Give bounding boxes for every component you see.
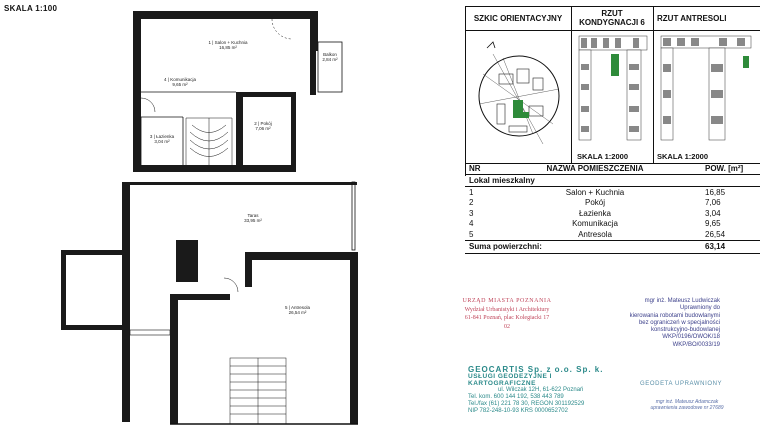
room-name: 5 | Antresola [285, 305, 310, 310]
room-area: 9,65 m² [172, 82, 188, 87]
table-row [465, 208, 760, 219]
room-name: 1 | Salon + Kuchnia [208, 40, 248, 45]
sum-value: 63,14 [705, 242, 726, 251]
cell-name: Antresola [578, 229, 612, 239]
column-header-nr: NR [469, 164, 481, 173]
column-header-name: NAZWA POMIESZCZENIA [546, 164, 644, 173]
room-area: 16,85 m² [219, 45, 237, 50]
mezzanine-plan-scale: SKALA 1:2000 [657, 152, 708, 161]
room-name: 4 | Komunikacja [164, 77, 196, 82]
table-row [465, 219, 760, 230]
stamp-line: kierowania robotami budowlanymi [629, 312, 720, 319]
scale-label: SKALA 1:100 [4, 4, 58, 13]
room-area: 7,06 m² [255, 126, 271, 131]
stamp-line: URZĄD MIASTA POZNANIA [462, 298, 552, 304]
cell-nr: 2 [469, 198, 474, 208]
cell-nr: 4 [469, 219, 474, 229]
cell-name: Salon + Kuchnia [565, 187, 625, 197]
company-fax: Tel./fax (61) 221 78 30, REGON 301192529 [468, 401, 585, 407]
header-orientation-sketch: SZKIC ORIENTACYJNY [473, 13, 563, 23]
cell-nr: 3 [469, 208, 474, 218]
cell-area: 3,04 [705, 208, 721, 218]
cell-area: 26,54 [705, 229, 726, 239]
stamp-line: konstrukcyjno-budowlanej [650, 327, 720, 334]
column-header-area: POW. [m²] [705, 164, 744, 173]
room-label-pokoj [243, 121, 283, 131]
table-header [465, 163, 760, 175]
room-area: 2,84 m² [322, 57, 338, 62]
table-row [465, 187, 760, 198]
stamp-line: 02 [504, 323, 510, 330]
building-floor-plan-thumbnail [575, 34, 651, 144]
cell-nr: 1 [469, 187, 474, 197]
cell-area: 16,85 [705, 187, 726, 197]
header-mezzanine-plan: RZUT ANTRESOLI [657, 13, 727, 23]
floor-plan-scale: SKALA 1:2000 [577, 152, 628, 161]
room-area-table [465, 163, 760, 253]
room-name: 3 | Łazienka [149, 134, 175, 139]
room-name: Taras [247, 213, 259, 218]
stamp-line: Uprawniony do [679, 305, 720, 312]
company-nip: NIP 782-248-10-93 KRS 0000652702 [468, 408, 568, 414]
room-label-antresola [275, 305, 320, 315]
stamp-line: mgr inż. Mateusz Adamczak [655, 399, 719, 405]
company-phone: Tel. kom. 600 144 192, 538 443 789 [468, 394, 564, 400]
header-floor-plan: RZUT KONDYGNACJI 6 [579, 9, 645, 27]
city-office-stamp [432, 297, 582, 331]
room-label-balkon [318, 52, 342, 62]
stamp-line: WKP/0196/OWOK/18 [662, 334, 720, 341]
orientation-sketch-map [473, 34, 565, 159]
sum-label: Suma powierzchni: [469, 242, 542, 251]
company-services: USŁUGI GEODEZYJNE I KARTOGRAFICZNE [468, 373, 552, 387]
cell-name: Komunikacja [572, 219, 618, 229]
company-stamp [468, 366, 618, 415]
cell-nr: 5 [469, 229, 474, 239]
surveyor-title: GEODETA UPRAWNIONY [640, 381, 723, 387]
room-area: 26,54 m² [288, 310, 307, 315]
table-sum-row [465, 240, 760, 253]
room-label-komunikacja [155, 77, 205, 87]
stamp-line: Wydział Urbanistyki i Architektury [464, 306, 550, 313]
room-name: 2 | Pokój [254, 121, 272, 126]
stamp-line: mgr inż. Mateusz Ludwiczak [644, 298, 720, 304]
company-address: ul. Wilczak 12H, 61-622 Poznań [498, 387, 584, 393]
table-row [465, 229, 760, 240]
stamp-line: uprawnienia zawodowe nr 27689 [650, 405, 724, 411]
architect-stamp [585, 298, 720, 349]
room-name: Balkon [323, 52, 337, 57]
room-area: 3,04 m² [154, 139, 170, 144]
room-label-lazienka [142, 134, 182, 144]
room-area: 33,95 m² [244, 218, 262, 223]
stamp-line: bez ograniczeń w specjalności [638, 319, 720, 326]
stamp-line: 61-841 Poznań, plac Kolegiacki 17 [464, 315, 550, 321]
mezzanine-plan-thumbnail [657, 34, 757, 144]
cell-name: Łazienka [578, 208, 612, 218]
room-label-salon [203, 40, 253, 50]
cell-name: Pokój [584, 198, 605, 208]
cell-area: 9,65 [705, 219, 721, 229]
room-label-taras [228, 213, 278, 223]
surveyor-stamp [632, 399, 742, 411]
cell-area: 7,06 [705, 198, 721, 208]
stamp-line: WKP/BO/0033/19 [672, 341, 720, 348]
table-section-label: Lokal mieszkalny [465, 175, 760, 187]
table-row [465, 198, 760, 209]
company-name: GEOCARTIS Sp. z o.o. Sp. k. [468, 365, 604, 374]
